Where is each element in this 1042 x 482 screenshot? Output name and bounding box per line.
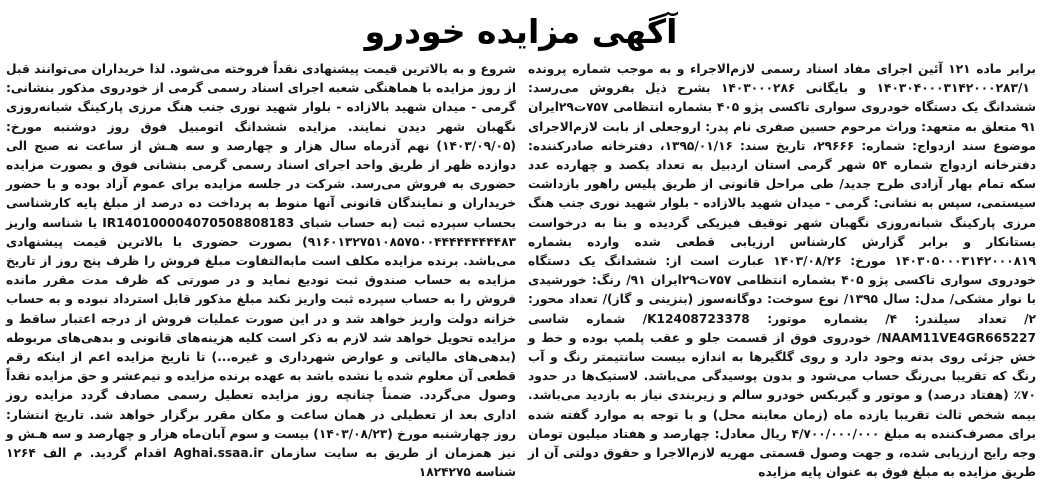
left-paragraph-1: شروع و به بالاترین قیمت پیشنهادی نقداً فروخته می‌شود. لذا خریداران می‌توانند قبل از روز مزایده با هماهنگی شعبه اجرای اسناد رسمی گرمی از خودروی مذکور بنشانی: گرمی - میدان شهید بالازاده - بلوار شهید نوری جنب هنگ مرزی پارکینگ شبانه‌روزی نگهبان شهر دیدن نمایند. — [6, 62, 516, 134]
page-title: آگهی مزایده خودرو — [364, 12, 678, 51]
left-paragraph-2: مزایده ششدانگ اتومبیل فوق روز دوشنبه مورخ: (۱۴۰۳/۰۹/۰۵) نهم آذرماه سال هزار و چهارصد و سه هـش از ساعت نه صبح الی دوازده ظهر از طریق واحد اجرای اسناد رسمی گرمی بنشانی فوق و بصورت مزایده حضوری به فروش می‌رسد. شرکت در جلسه مزایده برای عموم آزاد بوده و با حضور خریداران و نمایندگان قانونی آنها منوط به پرداخت ده درصد از مبلغ پایه کارشناسی بحساب سپرده ثبت (به حساب شبای IR140100004070508808183 یا شناسه واریز ۹۱۶۰۱۳۲۷۵۱۰۸۵۷۵۰۰۴۴۴۴۴۴۴۴۴۸۳) بصورت حضوری با بالاترین قیمت پیشنهادی می‌باشد. برنده مزایده مکلف است مابه‌التفاوت مبلغ فروش را ظرف پنج روز از تاریخ مزایده به حساب صندوق ثبت تودیع نماید و در صورتی که ظرف مدت مقرر مانده فروش را به حساب سپرده ثبت واریز نکند مبلغ مذکور قابل استرداد نبوده و به حساب خزانه دولت واریز خواهد شد و در این صورت عملیات فروش از درجه اعتبار ساقط و مزایده تحویل خواهد شد لازم به ذکر است کلیه هزینه‌های قانونی و بدهی‌های مربوطه (بدهی‌های مالیاتی و عوارض شهرداری و غیره...) تا تاریخ مزایده اعم از اینکه رقم قطعی آن معلوم شده یا نشده باشد به عهده برنده مزایده و نیم‌عشر و حق مزایده نقداً وصول می‌گردد. ضمناً چنانچه روز مزایده تعطیل رسمی مصادف گردد مزایده روز اداری بعد از تعطیلی در همان ساعت و مکان مقرر برگزار خواهد شد. تاریخ انتشار: روز چهارشنبه مورخ (۱۴۰۳/۰۸/۲۳) بیست و سوم آبان‌ماه هزار و چهارصد و سه هـش و نیز همزمان از طریق به سایت سازمان Aghai.ssaa.ir اقدام گردید. م الف ۱۲۶۴ شناسه ۱۸۲۴۲۷۵ — [6, 119, 516, 480]
right-column-text — [528, 60, 1037, 480]
right-paragraph-2: ششدانگ یک دستگاه خودروی سواری تاکسی پژو ۴۰۵ بشماره انتظامی ۷۵۷ت۲۹ایران ۹۱ متعلق به متعهد: وراث مرحوم حسین صفری نام پدر: اروجعلی از بابت لازم‌الاجرای موضوع سند ازدواج: شماره: ۲۹۶۶۶، تاریخ سند: ۱۳۹۵/۰۱/۱۶، دفترخانه صادرکننده: دفترخانه ازدواج شماره ۵۴ شهر گرمی استان اردبیل به تعداد یکصد و چهارده عدد سکه تمام بهار آزادی طرح جدید/ طی مراحل قانونی از طریق پلیس راهور بازداشت سیستمی، سپس به نشانی: گرمی - میدان شهید بالازاده - بلوار شهید نوری جنب هنگ مرزی پارکینگ شبانه‌روزی نگهبان شهر توقیف فیزیکی گردیده و بنا به درخواست بستانکار و برابر گزارش کارشناس ارزیابی قطعی شده وارده بشماره ۱۴۰۳۰۵۰۰۰۳۱۴۲۰۰۰۸۱۹ مورخ: ۱۴۰۳/۰۸/۲۶ عبارت است از: ششدانگ یک دستگاه خودروی سواری تاکسی پژو ۴۰۵ بشماره انتظامی ۷۵۷ت۲۹ایران ۹۱/ رنگ: خورشیدی با نوار مشکی/ مدل: سال ۱۳۹۵/ نوع سوخت: دوگانه‌سوز (بنزینی و گاز)/ تعداد محور: ۲/ تعداد سیلندر: ۴/ بشماره موتور: K12408723378/ شماره شاسی NAAM11VE4GR665227/ خودروی فوق از قسمت جلو و عقب پلمپ بوده و خط و خش جزئی روی بدنه وجود دارد و روی گلگیرها به اندازه بیست سانتیمتر رنگ و آب رنگ که تقریبا بی‌رنگ حساب می‌شود و بدون پوسیدگی می‌باشد. لاستیک‌ها در حدود ۷۰٪ (هفتاد درصد) و موتور و گیربکس خودرو سالم و زیربندی نیاز به بازدید می‌باشد. بیمه شخص ثالث تقریبا یازده ماه (زمان معاینه محل) و با توجه به موارد گفته شده برای مصرف‌کننده به مبلغ ۴/۷۰۰/۰۰۰/۰۰۰ ریال معادل: چهارصد و هفتاد میلیون تومان وجه رایج ارزیابی شده، و جهت وصول قسمتی مهریه لازم‌الاجرا و حقوق دولتی آن از طریق مزایده به مبلغ فوق به عنوان پایه مزایده — [528, 100, 1037, 480]
left-column-text — [6, 60, 516, 480]
right-paragraph-1: برابر ماده ۱۲۱ آئین اجرای مفاد اسناد رسمی لازم‌الاجراء و به موجب شماره پرونده ۱۴۰۳۰۴۰۰۰۳۱۴۲۰۰۰۲۸۳/۱ و بایگانی ۱۴۰۳۰۰۰۲۸۶ بشرح ذیل بفروش می‌رسد: — [528, 62, 1036, 96]
